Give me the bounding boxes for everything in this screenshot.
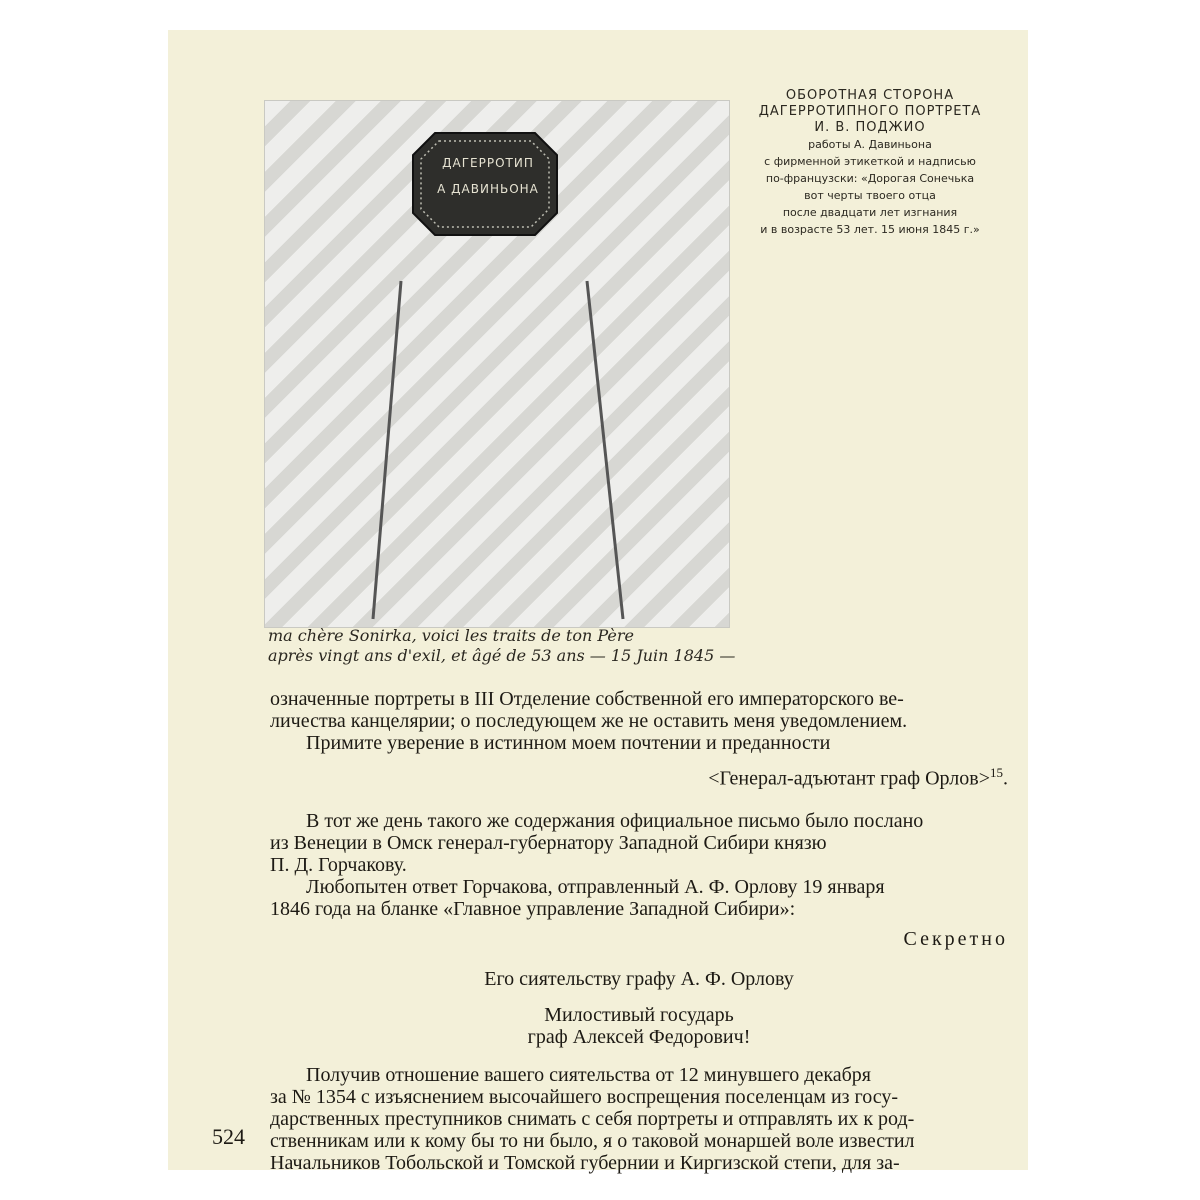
body-text — [270, 688, 1008, 1174]
salutation-line-1: Милостивый государь — [544, 1003, 734, 1026]
paragraph-5-line-2: за № 1354 с изъяснением высочайшего воспрещения поселенцам из госу- — [270, 1085, 899, 1108]
page-number: 524 — [212, 1124, 245, 1149]
caption-line-9: и в возрасте 53 лет. 15 июня 1845 г.» — [760, 223, 980, 236]
left-edge-line — [373, 281, 401, 619]
caption-line-7: вот черты твоего отца — [804, 189, 936, 202]
caption-line-8: после двадцати лет изгнания — [782, 206, 958, 219]
paragraph-1-line-1: означенные портреты в III Отделение собственной его императорского ве- — [270, 688, 904, 710]
maker-label-text — [424, 150, 552, 202]
secret-mark: Секретно — [903, 927, 1008, 950]
caption-line-3: И. В. ПОДЖИО — [814, 120, 926, 135]
caption-line-1: ОБОРОТНАЯ СТОРОНА — [785, 88, 955, 103]
handwritten-inscription — [268, 626, 738, 666]
paragraph-5-line-4: ственникам или к кому бы то ни было, я о таковой монаршей воле известил — [270, 1129, 915, 1152]
paragraph-5-line-3: дарственных преступников снимать с себя портреты и отправлять их к род- — [270, 1107, 915, 1130]
signature-line: <Генерал-адъютант граф Орлов>$^{15}$. — [708, 765, 1008, 790]
paragraph-3-line-1: В тот же день такого же содержания официальное письмо было послано — [306, 809, 924, 832]
inscription-line-1: ma chère Sonirka, voici les traits de ton Père — [268, 626, 634, 645]
paragraph-3-line-2: из Венеции в Омск генерал-губернатору Западной Сибири князю — [270, 831, 827, 854]
maker-label-line-2: А ДАВИНЬОНА — [437, 182, 539, 196]
caption-line-2: ДАГЕРРОТИПНОГО ПОРТРЕТА — [758, 104, 982, 119]
maker-label-line-1: ДАГЕРРОТИП — [442, 156, 534, 170]
salutation-line-2: граф Алексей Федорович! — [527, 1025, 751, 1048]
paragraph-5-line-1: Получив отношение вашего сиятельства от 12 минувшего декабря — [306, 1063, 871, 1086]
paragraph-2: Примите уверение в истинном моем почтении и преданности — [306, 732, 831, 754]
caption-line-4: работы А. Давиньона — [808, 138, 932, 151]
caption-line-6: по-французски: «Дорогая Сонечька — [765, 172, 975, 185]
caption-line-5: с фирменной этикеткой и надписью — [764, 155, 976, 168]
paragraph-1-line-2: личества канцелярии; о последующем же не оставить меня уведомлением. — [270, 710, 908, 732]
paragraph-3-line-3: П. Д. Горчакову. — [270, 853, 407, 876]
photo-caption — [745, 88, 995, 238]
signature: <Генерал-адъютант граф Орлов> — [708, 767, 990, 790]
paragraph-5-line-5: Начальников Тобольской и Томской губернии и Киргизской степи, для за- — [270, 1151, 900, 1174]
inscription-line-2: après vingt ans d'exil, et âgé de 53 ans — 15 Juin 1845 — — [268, 646, 736, 665]
paragraph-4-line-2: 1846 года на бланке «Главное управление Западной Сибири»: — [270, 897, 796, 920]
right-edge-line — [587, 281, 623, 619]
footnote-ref: 15 — [990, 765, 1003, 780]
letter-address: Его сиятельству графу А. Ф. Орлову — [484, 967, 794, 990]
paragraph-4-line-1: Любопытен ответ Горчакова, отправленный А. Ф. Орлову 19 января — [306, 875, 885, 898]
